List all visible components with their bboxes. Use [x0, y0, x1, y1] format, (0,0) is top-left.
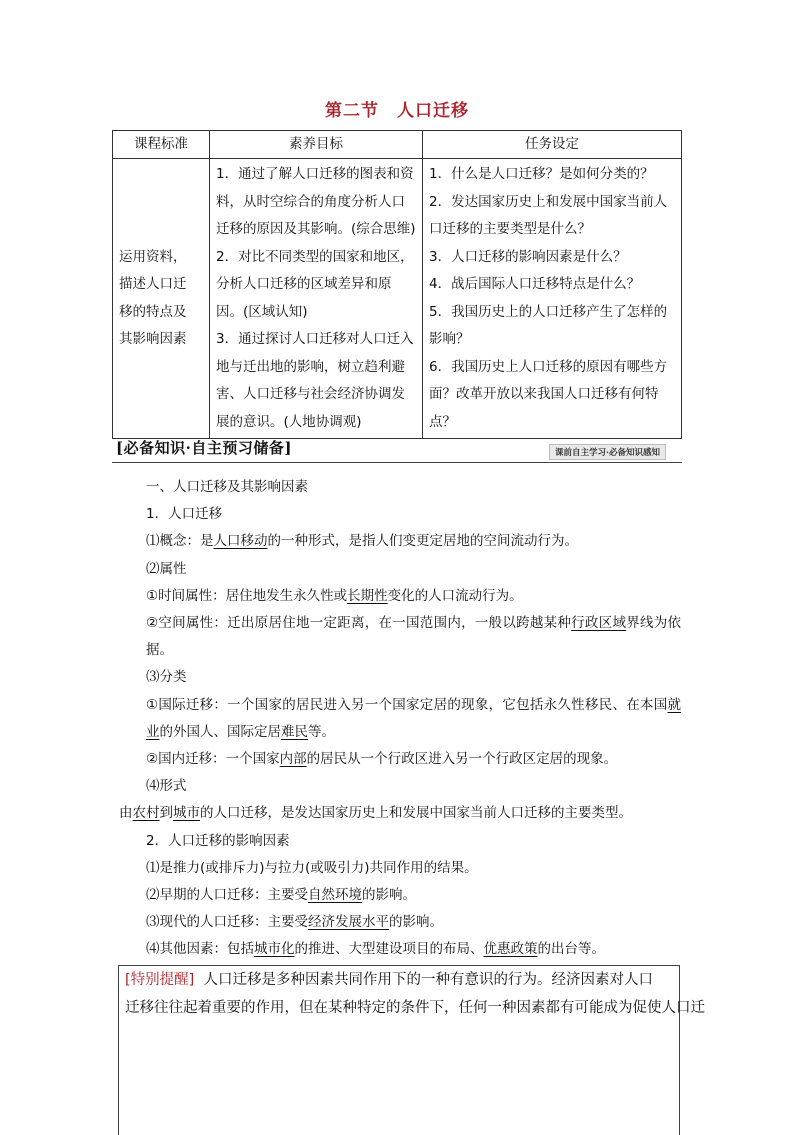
body-content: [119, 474, 681, 964]
paragraph-modern: ⑶现代的人口迁移：主要受经济发展水平的影响。: [146, 914, 443, 931]
paragraph-form: ⑷形式: [146, 778, 187, 795]
paragraph-push-pull: ⑴是推力(或排斥力)与拉力(或吸引力)共同作用的结果。: [146, 859, 478, 876]
paragraph-early: ⑵早期的人口迁移：主要受自然环境的影响。: [146, 887, 416, 904]
standard-line: 运用资料，: [119, 248, 187, 265]
key-term: 经济发展水平: [308, 914, 389, 931]
goal-item: 3．通过探讨人口迁移对人口迁入地与迁出地的影响，树立趋利避害、人口迁移与社会经济协调发展的意识。(人地协调观): [216, 331, 414, 430]
goal-item: 1．通过了解人口迁移的图表和资料，从时空综合的角度分析人口迁移的原因及其影响。(综合思维): [216, 166, 416, 237]
key-term: 自然环境: [308, 887, 362, 904]
paragraph-international: ①国际迁移：一个国家的居民进入另一个国家定居的现象，它包括永久性移民、在本国就业的外国人、国际定居难民等。: [146, 696, 681, 740]
key-term: 就业: [146, 696, 681, 740]
standard-line: 其影响因素: [119, 331, 187, 347]
key-term: 内部: [279, 751, 307, 768]
standard-line: 描述人口迁: [119, 276, 187, 292]
notice-line: [特别提醒] 人口迁移是多种因素共同作用下的一种有意识的行为。经济因素对人口: [125, 972, 654, 988]
paragraph-other: ⑷其他因素：包括城市化的推进、大型建设项目的布局、优惠政策的出台等。: [146, 941, 605, 958]
curriculum-table: [112, 130, 682, 439]
subheading-1: 1．人口迁移: [146, 506, 223, 523]
task-item: 6．我国历史上人口迁移的原因有哪些方面？改革开放以来我国人口迁移有何特点？: [429, 358, 668, 430]
key-term: 农村: [132, 805, 160, 822]
paragraph-attribute: ⑵属性: [146, 560, 187, 577]
task-item: 1．什么是人口迁移？是如何分类的？: [429, 166, 654, 182]
key-term: 长期性: [347, 587, 388, 604]
section-name: 人口迁移: [397, 101, 469, 121]
tasks-cell: [423, 159, 682, 439]
key-term: 城市化: [254, 941, 295, 958]
key-term: 城市: [173, 805, 200, 822]
section-tag: 课前自主学习·必备知识感知: [549, 444, 666, 460]
goals-cell: [210, 159, 423, 439]
table-header-row: [113, 131, 682, 159]
task-item: 4．战后国际人口迁移特点是什么？: [429, 276, 641, 292]
paragraph-space-attribute: ②空间属性：迁出原居住地一定距离，在一国范围内，一般以跨越某种行政区域界线为依据。: [146, 615, 681, 659]
goal-item: 2．对比不同类型的国家和地区，分析人口迁移的区域差异和原因。(区域认知): [216, 248, 414, 320]
page-title: [0, 96, 794, 121]
subheading-2: 2．人口迁移的影响因素: [146, 832, 290, 849]
key-term: 人口移动: [213, 533, 268, 550]
paragraph-concept: ⑴概念：是人口移动的一种形式，是指人们变更定居地的空间流动行为。: [146, 533, 578, 550]
paragraph-time-attribute: ①时间属性：居住地发生永久性或长期性变化的人口流动行为。: [146, 587, 523, 604]
paragraph-form-detail: 由农村到城市的人口迁移，是发达国家历史上和发展中国家当前人口迁移的主要类型。: [119, 805, 632, 822]
section-header: [112, 437, 682, 463]
standard-line: 移的特点及: [119, 303, 187, 320]
table-row: [113, 159, 682, 439]
paragraph-classification: ⑶分类: [146, 669, 187, 686]
section-heading: [必备知识·自主预习储备]: [116, 439, 292, 457]
notice-line: 迁移往往起着重要的作用，但在某种特定的条件下，任何一种因素都有可能成为促使人口迁: [125, 1000, 705, 1016]
standard-cell: [113, 159, 210, 439]
task-item: 3．人口迁移的影响因素是什么？: [429, 248, 627, 265]
header-goals: 素养目标: [210, 131, 423, 159]
notice-tag: [特别提醒]: [125, 972, 195, 988]
task-item: 2．发达国家历史上和发展中国家当前人口迁移的主要类型是什么？: [429, 193, 668, 237]
key-term: 行政区域: [571, 615, 627, 632]
paragraph-domestic: ②国内迁移：一个国家内部的居民从一个行政区进入另一个行政区定居的现象。: [146, 751, 618, 768]
task-item: 5．我国历史上的人口迁移产生了怎样的影响？: [429, 303, 668, 347]
heading-1: 一、人口迁移及其影响因素: [146, 479, 308, 495]
header-standard: 课程标准: [113, 131, 210, 159]
key-term: 难民: [281, 723, 308, 740]
section-number: 第二节: [325, 101, 379, 121]
special-notice-box: [118, 965, 705, 1135]
header-tasks: 任务设定: [423, 131, 682, 159]
key-term: 优惠政策: [483, 941, 538, 958]
